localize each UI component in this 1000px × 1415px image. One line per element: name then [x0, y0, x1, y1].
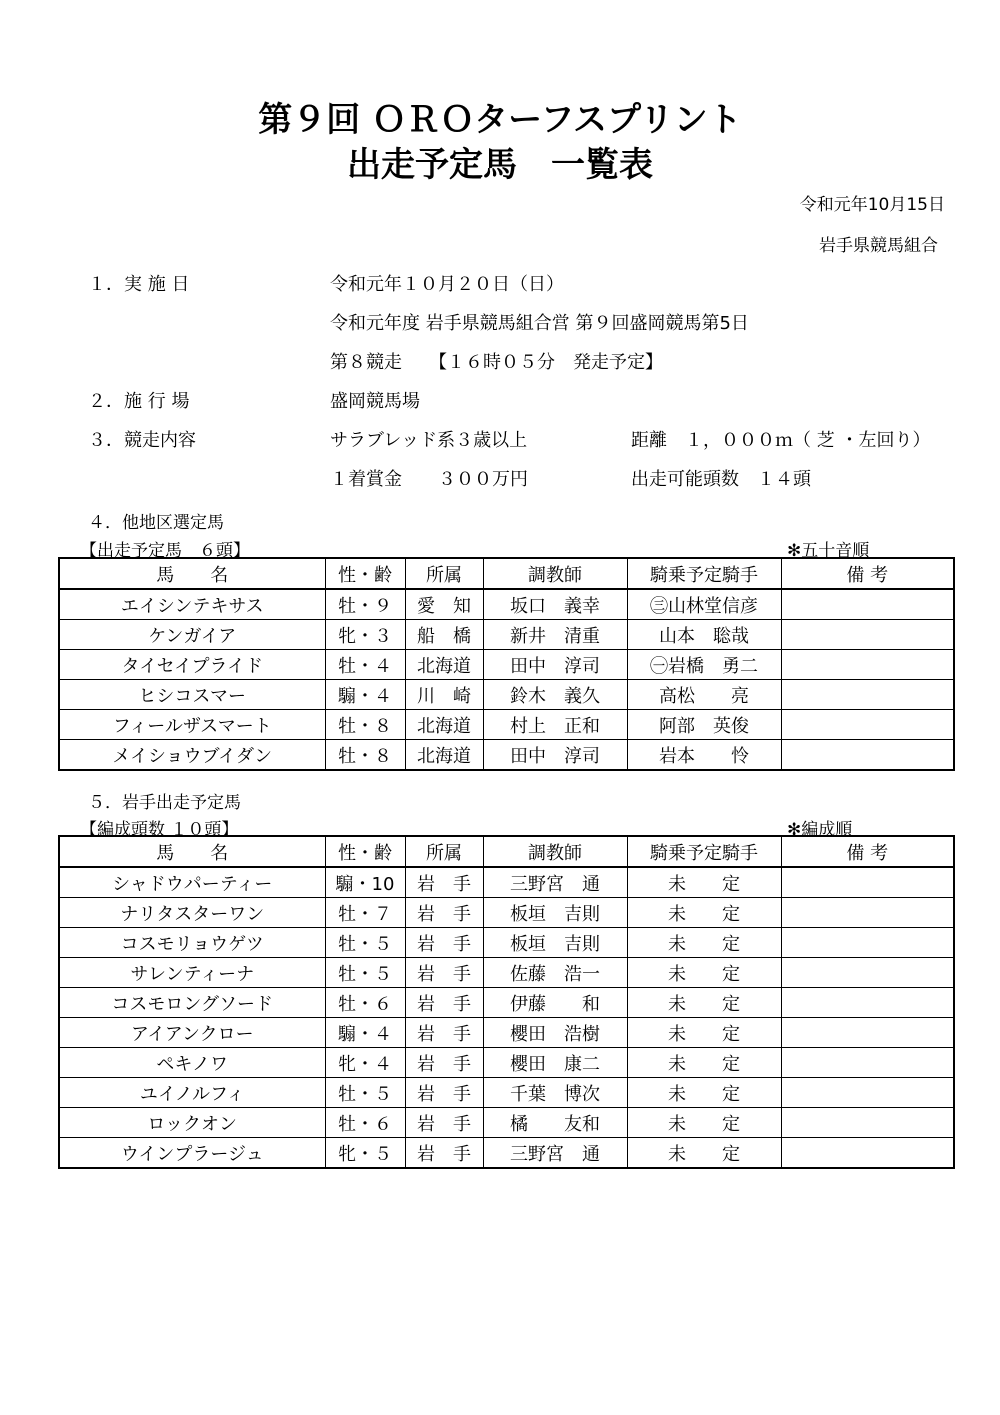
trainer-cell: 坂口 義幸 [483, 589, 627, 620]
jockey-cell: ㊀岩橋 勇二 [627, 650, 781, 680]
remarks-cell [781, 1108, 954, 1138]
header-remarks: 備 考 [781, 836, 954, 867]
affiliation-cell: 岩 手 [405, 1048, 483, 1078]
sex-age-cell: 騸・４ [325, 680, 405, 710]
sex-age-cell: 牡・８ [325, 710, 405, 740]
section2-label: ２．施 行 場 [88, 391, 190, 412]
field-capacity: 出走可能頭数 １４頭 [631, 469, 811, 490]
table-row [59, 928, 954, 958]
table-row [59, 1108, 954, 1138]
trainer-cell: 三野宮 通 [483, 1138, 627, 1169]
horse-name-cell: ケンガイア [59, 620, 325, 650]
race-condition: サラブレッド系３歳以上 [330, 430, 528, 451]
race-date: 令和元年１０月２０日（日） [330, 274, 564, 295]
horse-name-cell: ヒシコスマー [59, 680, 325, 710]
remarks-cell [781, 867, 954, 898]
table-row [59, 740, 954, 771]
horse-name-cell: コスモリョウゲツ [59, 928, 325, 958]
remarks-cell [781, 589, 954, 620]
trainer-cell: 村上 正和 [483, 710, 627, 740]
table-row [59, 1078, 954, 1108]
iwate-horses-table [58, 835, 955, 1169]
affiliation-cell: 岩 手 [405, 867, 483, 898]
affiliation-cell: 岩 手 [405, 1108, 483, 1138]
trainer-cell: 千葉 博次 [483, 1078, 627, 1108]
sex-age-cell: 騸・４ [325, 1018, 405, 1048]
horse-name-cell: ユイノルフィ [59, 1078, 325, 1108]
jockey-cell: 高松 亮 [627, 680, 781, 710]
organizer: 岩手県競馬組合 [819, 236, 938, 256]
jockey-cell: ㊂山林堂信彦 [627, 589, 781, 620]
jockey-cell: 阿部 英俊 [627, 710, 781, 740]
affiliation-cell: 川 崎 [405, 680, 483, 710]
header-affiliation: 所属 [405, 836, 483, 867]
jockey-cell: 未 定 [627, 867, 781, 898]
affiliation-cell: 北海道 [405, 740, 483, 771]
header-jockey: 騎乗予定騎手 [627, 558, 781, 589]
table-row [59, 958, 954, 988]
remarks-cell [781, 958, 954, 988]
sex-age-cell: 牝・３ [325, 620, 405, 650]
header-trainer: 調教師 [483, 836, 627, 867]
horse-name-cell: ロックオン [59, 1108, 325, 1138]
remarks-cell [781, 680, 954, 710]
trainer-cell: 三野宮 通 [483, 867, 627, 898]
horse-name-cell: アイアンクロー [59, 1018, 325, 1048]
horse-name-cell: メイショウブイダン [59, 740, 325, 771]
affiliation-cell: 愛 知 [405, 589, 483, 620]
trainer-cell: 板垣 吉則 [483, 898, 627, 928]
remarks-cell [781, 898, 954, 928]
remarks-cell [781, 650, 954, 680]
section4-count: 【出走予定馬 ６頭】 [80, 541, 250, 561]
jockey-cell: 未 定 [627, 898, 781, 928]
trainer-cell: 板垣 吉則 [483, 928, 627, 958]
sex-age-cell: 騸・10 [325, 867, 405, 898]
table-row [59, 1138, 954, 1169]
jockey-cell: 未 定 [627, 928, 781, 958]
venue: 盛岡競馬場 [330, 391, 420, 412]
header-sex-age: 性・齢 [325, 836, 405, 867]
other-region-horses-table [58, 557, 955, 771]
sex-age-cell: 牝・４ [325, 1048, 405, 1078]
affiliation-cell: 岩 手 [405, 1138, 483, 1169]
trainer-cell: 伊藤 和 [483, 988, 627, 1018]
section1-label: １．実 施 日 [88, 274, 190, 295]
jockey-cell: 未 定 [627, 958, 781, 988]
sex-age-cell: 牡・５ [325, 958, 405, 988]
document-title: 第９回 ＯＲＯターフスプリント [258, 100, 742, 140]
trainer-cell: 櫻田 浩樹 [483, 1018, 627, 1048]
trainer-cell: 鈴木 義久 [483, 680, 627, 710]
remarks-cell [781, 928, 954, 958]
table-row [59, 1018, 954, 1048]
affiliation-cell: 岩 手 [405, 988, 483, 1018]
horse-name-cell: フィールザスマート [59, 710, 325, 740]
horse-name-cell: エイシンテキサス [59, 589, 325, 620]
affiliation-cell: 岩 手 [405, 928, 483, 958]
trainer-cell: 櫻田 康二 [483, 1048, 627, 1078]
table-row [59, 589, 954, 620]
remarks-cell [781, 1048, 954, 1078]
trainer-cell: 田中 淳司 [483, 650, 627, 680]
remarks-cell [781, 988, 954, 1018]
section3-label: ３．競走内容 [88, 430, 196, 451]
issue-date: 令和元年10月15日 [799, 195, 945, 215]
sex-age-cell: 牝・５ [325, 1138, 405, 1169]
section4-order-note: ✻五十音順 [787, 541, 870, 561]
table-header-row [59, 558, 954, 589]
jockey-cell: 山本 聡哉 [627, 620, 781, 650]
sex-age-cell: 牡・５ [325, 928, 405, 958]
table-row [59, 898, 954, 928]
horse-name-cell: コスモロングソード [59, 988, 325, 1018]
jockey-cell: 未 定 [627, 1048, 781, 1078]
remarks-cell [781, 710, 954, 740]
sex-age-cell: 牡・９ [325, 589, 405, 620]
header-jockey: 騎乗予定騎手 [627, 836, 781, 867]
remarks-cell [781, 620, 954, 650]
remarks-cell [781, 1078, 954, 1108]
sex-age-cell: 牡・５ [325, 1078, 405, 1108]
table-row [59, 680, 954, 710]
meeting-info: 令和元年度 岩手県競馬組合営 第９回盛岡競馬第5日 [330, 313, 749, 334]
header-affiliation: 所属 [405, 558, 483, 589]
jockey-cell: 未 定 [627, 1078, 781, 1108]
table-row [59, 620, 954, 650]
header-sex-age: 性・齢 [325, 558, 405, 589]
section4-label: ４．他地区選定馬 [88, 513, 224, 533]
table-row [59, 867, 954, 898]
table-row [59, 1048, 954, 1078]
header-horse-name: 馬 名 [59, 558, 325, 589]
affiliation-cell: 岩 手 [405, 1078, 483, 1108]
trainer-cell: 橘 友和 [483, 1108, 627, 1138]
trainer-cell: 新井 清重 [483, 620, 627, 650]
horse-name-cell: ナリタスターワン [59, 898, 325, 928]
jockey-cell: 岩本 怜 [627, 740, 781, 771]
affiliation-cell: 北海道 [405, 710, 483, 740]
race-number-time: 第８競走 【１６時０５分 発走予定】 [330, 352, 663, 373]
section5-label: ５．岩手出走予定馬 [88, 793, 241, 813]
trainer-cell: 佐藤 浩一 [483, 958, 627, 988]
horse-name-cell: ペキノワ [59, 1048, 325, 1078]
header-horse-name: 馬 名 [59, 836, 325, 867]
table-row [59, 710, 954, 740]
table-row [59, 988, 954, 1018]
sex-age-cell: 牡・６ [325, 1108, 405, 1138]
race-distance: 距離 １，０００ｍ（ 芝 ・左回り） [631, 430, 931, 451]
affiliation-cell: 岩 手 [405, 898, 483, 928]
affiliation-cell: 船 橋 [405, 620, 483, 650]
section5-order-note: ✻編成順 [787, 820, 853, 840]
table-row [59, 650, 954, 680]
table-header-row [59, 836, 954, 867]
horse-name-cell: ウインプラージュ [59, 1138, 325, 1169]
remarks-cell [781, 740, 954, 771]
horse-name-cell: シャドウパーティー [59, 867, 325, 898]
remarks-cell [781, 1018, 954, 1048]
document-subtitle: 出走予定馬 一覧表 [347, 145, 653, 185]
jockey-cell: 未 定 [627, 1108, 781, 1138]
jockey-cell: 未 定 [627, 1018, 781, 1048]
sex-age-cell: 牡・８ [325, 740, 405, 771]
sex-age-cell: 牡・６ [325, 988, 405, 1018]
sex-age-cell: 牡・７ [325, 898, 405, 928]
affiliation-cell: 岩 手 [405, 958, 483, 988]
header-remarks: 備 考 [781, 558, 954, 589]
jockey-cell: 未 定 [627, 988, 781, 1018]
horse-name-cell: サレンティーナ [59, 958, 325, 988]
section5-count: 【編成頭数 １０頭】 [80, 820, 239, 840]
remarks-cell [781, 1138, 954, 1169]
horse-name-cell: タイセイプライド [59, 650, 325, 680]
trainer-cell: 田中 淳司 [483, 740, 627, 771]
header-trainer: 調教師 [483, 558, 627, 589]
sex-age-cell: 牡・４ [325, 650, 405, 680]
prize-money: １着賞金 ３００万円 [330, 469, 528, 490]
affiliation-cell: 岩 手 [405, 1018, 483, 1048]
jockey-cell: 未 定 [627, 1138, 781, 1169]
affiliation-cell: 北海道 [405, 650, 483, 680]
